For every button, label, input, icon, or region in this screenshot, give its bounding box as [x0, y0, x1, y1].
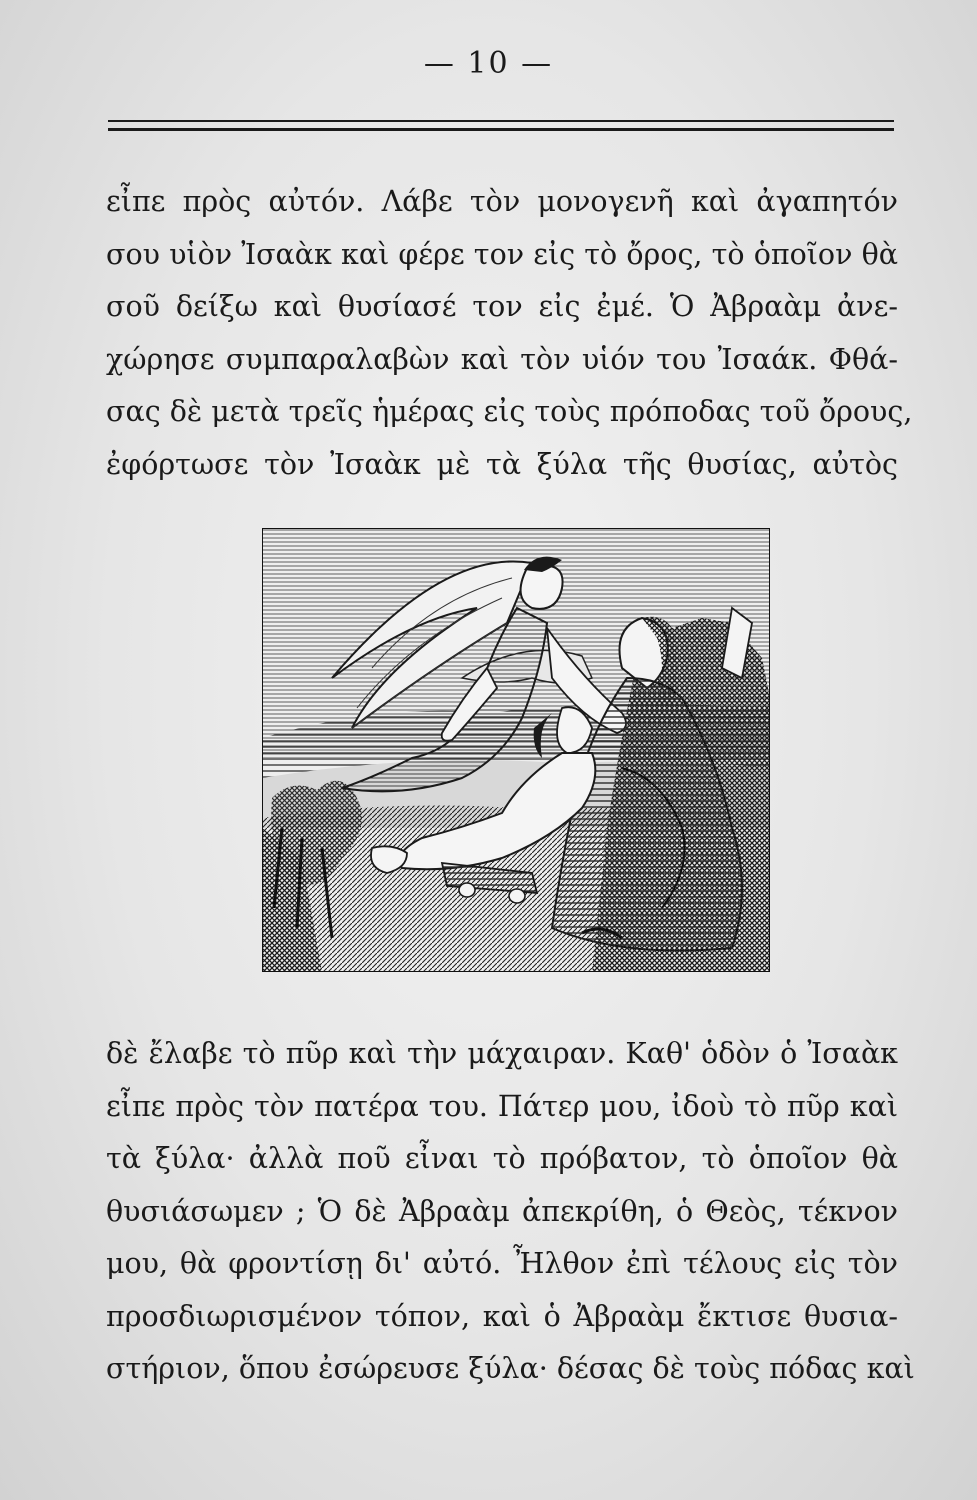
- engraving-illustration: [262, 528, 770, 972]
- text-line: σας δὲ μετὰ τρεῖς ἡμέρας εἰς τοὺς πρόποδας τοῦ ὄρους,: [106, 395, 913, 428]
- header-rule-thin: [108, 120, 894, 122]
- text-line: σου υἱὸν Ἰσαὰκ καὶ φέρε τον εἰς τὸ ὄρος, τὸ ὁποῖον θὰ: [106, 237, 898, 271]
- paragraph-top: [106, 176, 913, 491]
- text-line: μου, θὰ φροντίσῃ δι' αὐτό. Ἦλθον ἐπὶ τέλους εἰς τὸν: [106, 1247, 898, 1280]
- page-number: — 10 —: [423, 46, 554, 81]
- text-line: σοῦ δείξω καὶ θυσίασέ τον εἰς ἐμέ. Ὁ Ἀβραὰμ ἀνε-: [106, 290, 898, 323]
- paragraph-bottom: [106, 1028, 915, 1396]
- text-line: εἶπε πρὸς αὐτόν. Λάβε τὸν μονογενῆ καὶ ἀγαπητόν: [106, 185, 898, 218]
- text-line: χώρησε συμπαραλαβὼν καὶ τὸν υἱόν του Ἰσαάκ. Φθά-: [106, 342, 898, 376]
- text-line: δὲ ἔλαβε τὸ πῦρ καὶ τὴν μάχαιραν. Καθ' ὁδὸν ὁ Ἰσαὰκ: [106, 1037, 898, 1070]
- text-line: εἶπε πρὸς τὸν πατέρα του. Πάτερ μου, ἰδοὺ τὸ πῦρ καὶ: [106, 1089, 898, 1123]
- text-line: ἐφόρτωσε τὸν Ἰσαὰκ μὲ τὰ ξύλα τῆς θυσίας, αὐτὸς: [106, 447, 898, 481]
- header-rule-thick: [108, 128, 894, 131]
- text-line: τὰ ξύλα· ἀλλὰ ποῦ εἶναι τὸ πρόβατον, τὸ ὁποῖον θὰ: [106, 1142, 898, 1175]
- text-line: στήριον, ὅπου ἐσώρευσε ξύλα· δέσας δὲ τοὺς πόδας καὶ: [106, 1352, 915, 1385]
- text-line: προσδιωρισμένον τόπον, καὶ ὁ Ἀβραὰμ ἔκτισε θυσια-: [106, 1299, 898, 1333]
- text-line: θυσιάσωμεν ; Ὁ δὲ Ἀβραὰμ ἀπεκρίθη, ὁ Θεὸς, τέκνον: [106, 1194, 898, 1228]
